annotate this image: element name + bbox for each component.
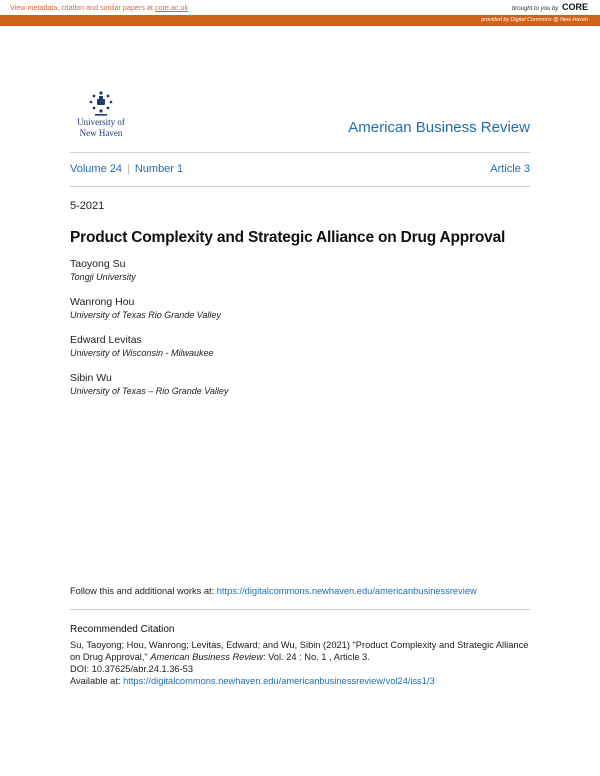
author-entry [70,334,530,359]
author-name: Taoyong Su [70,258,126,270]
author-affiliation: University of Texas Rio Grande Valley [70,310,221,320]
divider-footer [70,609,530,610]
core-logo[interactable]: CORE [561,2,588,12]
university-logo[interactable] [70,89,132,138]
issue-row [70,163,530,175]
author-affiliation: University of Wisconsin - Milwaukee [70,348,214,358]
provided-text: provided by Digital Commons @ New Haven [481,17,588,23]
follow-line [70,586,477,596]
divider-issue [70,186,530,187]
follow-link[interactable]: https://digitalcommons.newhaven.edu/americanbusinessreview [216,586,477,596]
available-link[interactable]: https://digitalcommons.newhaven.edu/americanbusinessreview/vol24/iss1/3 [123,676,435,686]
core-provided-bar [0,15,600,26]
logo-line-1: University of [77,117,125,127]
volume-link[interactable]: Volume 24 [70,163,122,175]
brought-text: brought to you by [511,6,559,12]
author-name: Sibin Wu [70,372,112,384]
citation-pre: Su, Taoyong; Hou, Wanrong; Levitas, Edward; and Wu, Sibin (2021) "Product Complexity and Strategic Alliance on Drug Approval," [70,640,529,662]
seal-icon [86,89,116,117]
available-text: Available at: [70,676,124,686]
article-link[interactable]: Article 3 [490,163,530,175]
citation-post: : Vol. 24 : No. 1 , Article 3. [262,652,370,662]
citation-text [70,639,530,663]
citation-heading: Recommended Citation [70,624,175,635]
logo-line-2: New Haven [79,127,123,138]
author-entry [70,296,530,321]
core-banner [0,0,600,15]
publication-date: 5-2021 [70,200,105,212]
core-view-metadata[interactable] [10,0,188,15]
number-link[interactable]: Number 1 [134,163,184,175]
author-list [70,258,530,410]
author-name: Wanrong Hou [70,296,135,308]
volume-separator: | [126,163,130,175]
author-affiliation: Tongji University [70,272,136,282]
author-entry [70,258,530,283]
journal-title-link[interactable]: American Business Review [348,119,530,136]
core-view-text: View metadata, citation and similar papers at [10,3,155,12]
citation-journal: American Business Review [150,652,263,662]
follow-text: Follow this and additional works at: [70,586,217,596]
core-link[interactable]: core.ac.uk [154,3,189,12]
author-name: Edward Levitas [70,334,142,346]
author-entry [70,372,530,397]
divider-top [70,152,530,153]
citation-available [70,675,530,687]
citation-doi: DOI: 10.37625/abr.24.1.36-53 [70,664,194,674]
paper-title: Product Complexity and Strategic Alliance on Drug Approval [70,229,506,246]
author-affiliation: University of Texas – Rio Grande Valley [70,386,229,396]
recommended-citation [70,624,530,687]
